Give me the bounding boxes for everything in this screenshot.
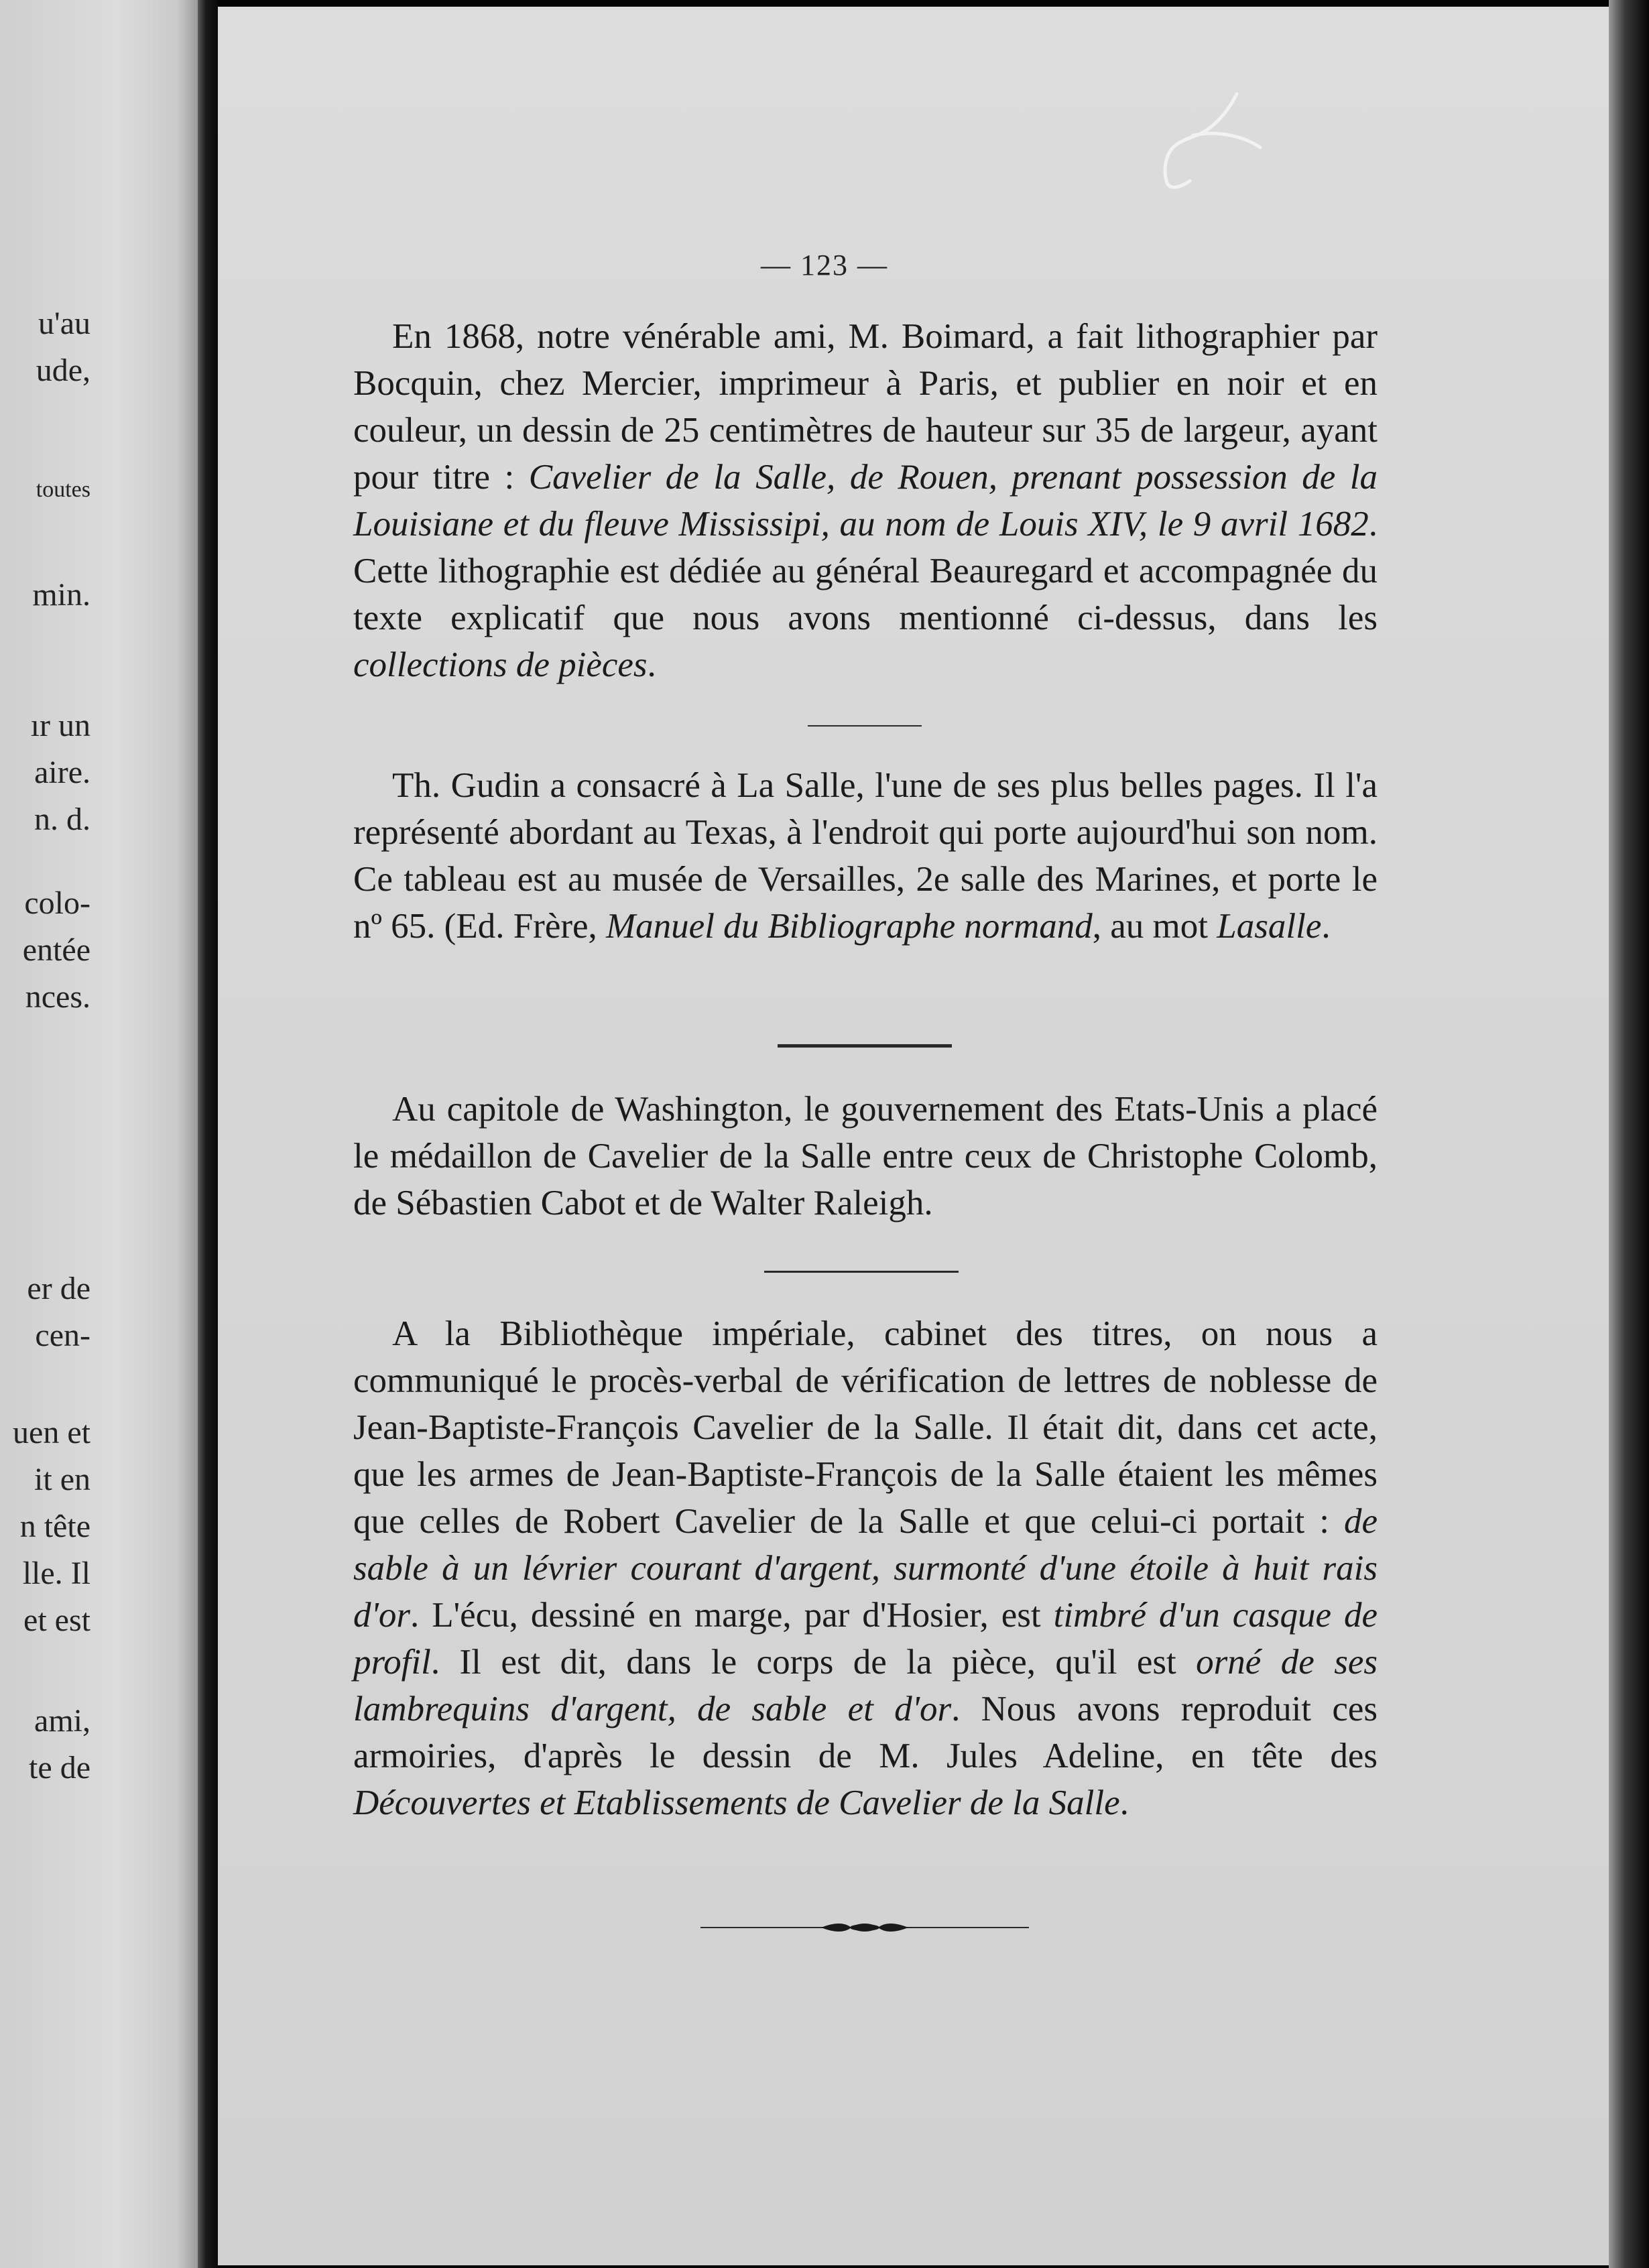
italic-text-run: Manuel du Bibliographe normand — [606, 907, 1093, 946]
facing-page-line: uen et — [13, 1415, 90, 1450]
section-divider — [778, 1044, 952, 1048]
facing-page-line: nces. — [25, 979, 90, 1015]
text-run: Au capitole de Washington, le gouvernement des Etats-Unis a placé le médaillon de Cavelier de la Salle entre ceux de Christophe Colomb, de Sébastien Cabot et de Walter Raleigh. — [353, 1090, 1378, 1222]
pencil-mark-icon — [1126, 87, 1287, 221]
section-divider — [764, 1271, 959, 1273]
facing-page-line: u'au — [38, 306, 90, 341]
facing-page-line: cen- — [35, 1318, 90, 1353]
italic-text-run: Lasalle — [1217, 907, 1322, 946]
facing-page-line: ami, — [34, 1703, 90, 1739]
facing-page-line: it en — [34, 1462, 90, 1497]
italic-text-run: Découvertes et Etablissements de Cavelier de la Salle — [353, 1783, 1120, 1822]
italic-text-run: orné de ses lambrequins d'argent, de sable et d'or — [353, 1643, 1378, 1728]
text-run: . L'écu, dessiné en marge, par d'Hosier, est — [410, 1596, 1054, 1635]
text-run: . — [1119, 1783, 1129, 1822]
facing-page-line: colo- — [24, 885, 90, 921]
text-run: En 1868, notre vénérable ami, M. Boimard, a fait lithographier par Bocquin, chez Mercier, imprimeur à Paris, et publier en noir et en couleur, un dessin de 25 centimètres de hauteur sur 35 de largeur, ayant pour titre : — [353, 317, 1378, 497]
page-edge-shadow — [1609, 0, 1649, 2268]
facing-page-line: toutes — [36, 477, 90, 502]
italic-text-run: de sable à un lévrier courant d'argent, surmonté d'une étoile à huit rais d'or — [353, 1502, 1378, 1635]
text-run: . Il est dit, dans le corps de la pièce, qu'il est — [430, 1643, 1197, 1682]
text-run: . — [647, 645, 656, 684]
text-run: . Nous avons reproduit ces armoiries, d'après le dessin de M. Jules Adeline, en tête des — [353, 1690, 1378, 1775]
facing-page-line: n tête — [19, 1509, 90, 1544]
facing-page-line: entée — [22, 932, 90, 968]
paragraph-1 — [353, 313, 1378, 688]
tail-ornament-icon — [700, 1921, 1029, 1934]
facing-page-line: min. — [32, 577, 90, 613]
text-run: , au mot — [1092, 907, 1217, 946]
paragraph-3 — [353, 1086, 1378, 1226]
facing-page-line: er de — [27, 1271, 90, 1306]
facing-page-line: ude, — [36, 353, 90, 388]
paragraph-2 — [353, 762, 1378, 950]
facing-page-left — [0, 0, 198, 2268]
text-run: . Cette lithographie est dédiée au général Beauregard et accompagnée du texte explicatif que nous avons mentionné ci-dessus, dans les — [353, 505, 1378, 637]
section-divider — [808, 725, 922, 727]
facing-page-line: et est — [23, 1602, 90, 1638]
facing-page-line: n. d. — [34, 802, 90, 837]
facing-page-line: te de — [29, 1750, 90, 1785]
page-number: — 123 — — [761, 249, 888, 281]
book-gutter — [198, 0, 218, 2268]
paragraph-4 — [353, 1310, 1378, 1826]
text-run: . — [1321, 907, 1331, 946]
facing-page-line: aire. — [34, 755, 90, 790]
facing-page-line: ır un — [30, 708, 90, 743]
text-run: A la Bibliothèque impériale, cabinet des titres, on nous a communiqué le procès-verbal de vérification de lettres de noblesse de Jean-Baptiste-François Cavelier de la Salle. Il était dit, dans cet acte, que les armes de Jean-Baptiste-François de la Salle étaient les mêmes que celles de Robert Cavelier de la Salle et que celui-ci portait : — [353, 1314, 1378, 1541]
italic-text-run: collections de pièces — [353, 645, 648, 684]
text-run: Th. Gudin a consacré à La Salle, l'une de ses plus belles pages. Il l'a représenté abordant au Texas, à l'endroit qui porte aujourd'hui son nom. Ce tableau est au musée de Versailles, 2e salle des Marines, et porte le nº 65. (Ed. Frère, — [353, 766, 1378, 946]
italic-text-run: Cavelier de la Salle, de Rouen, prenant possession de la Louisiane et du fleuve Mississipi, au nom de Louis XIV, le 9 avril 1682 — [353, 458, 1378, 544]
italic-text-run: timbré d'un casque de profil — [353, 1596, 1378, 1682]
facing-page-line: lle. Il — [22, 1556, 90, 1591]
